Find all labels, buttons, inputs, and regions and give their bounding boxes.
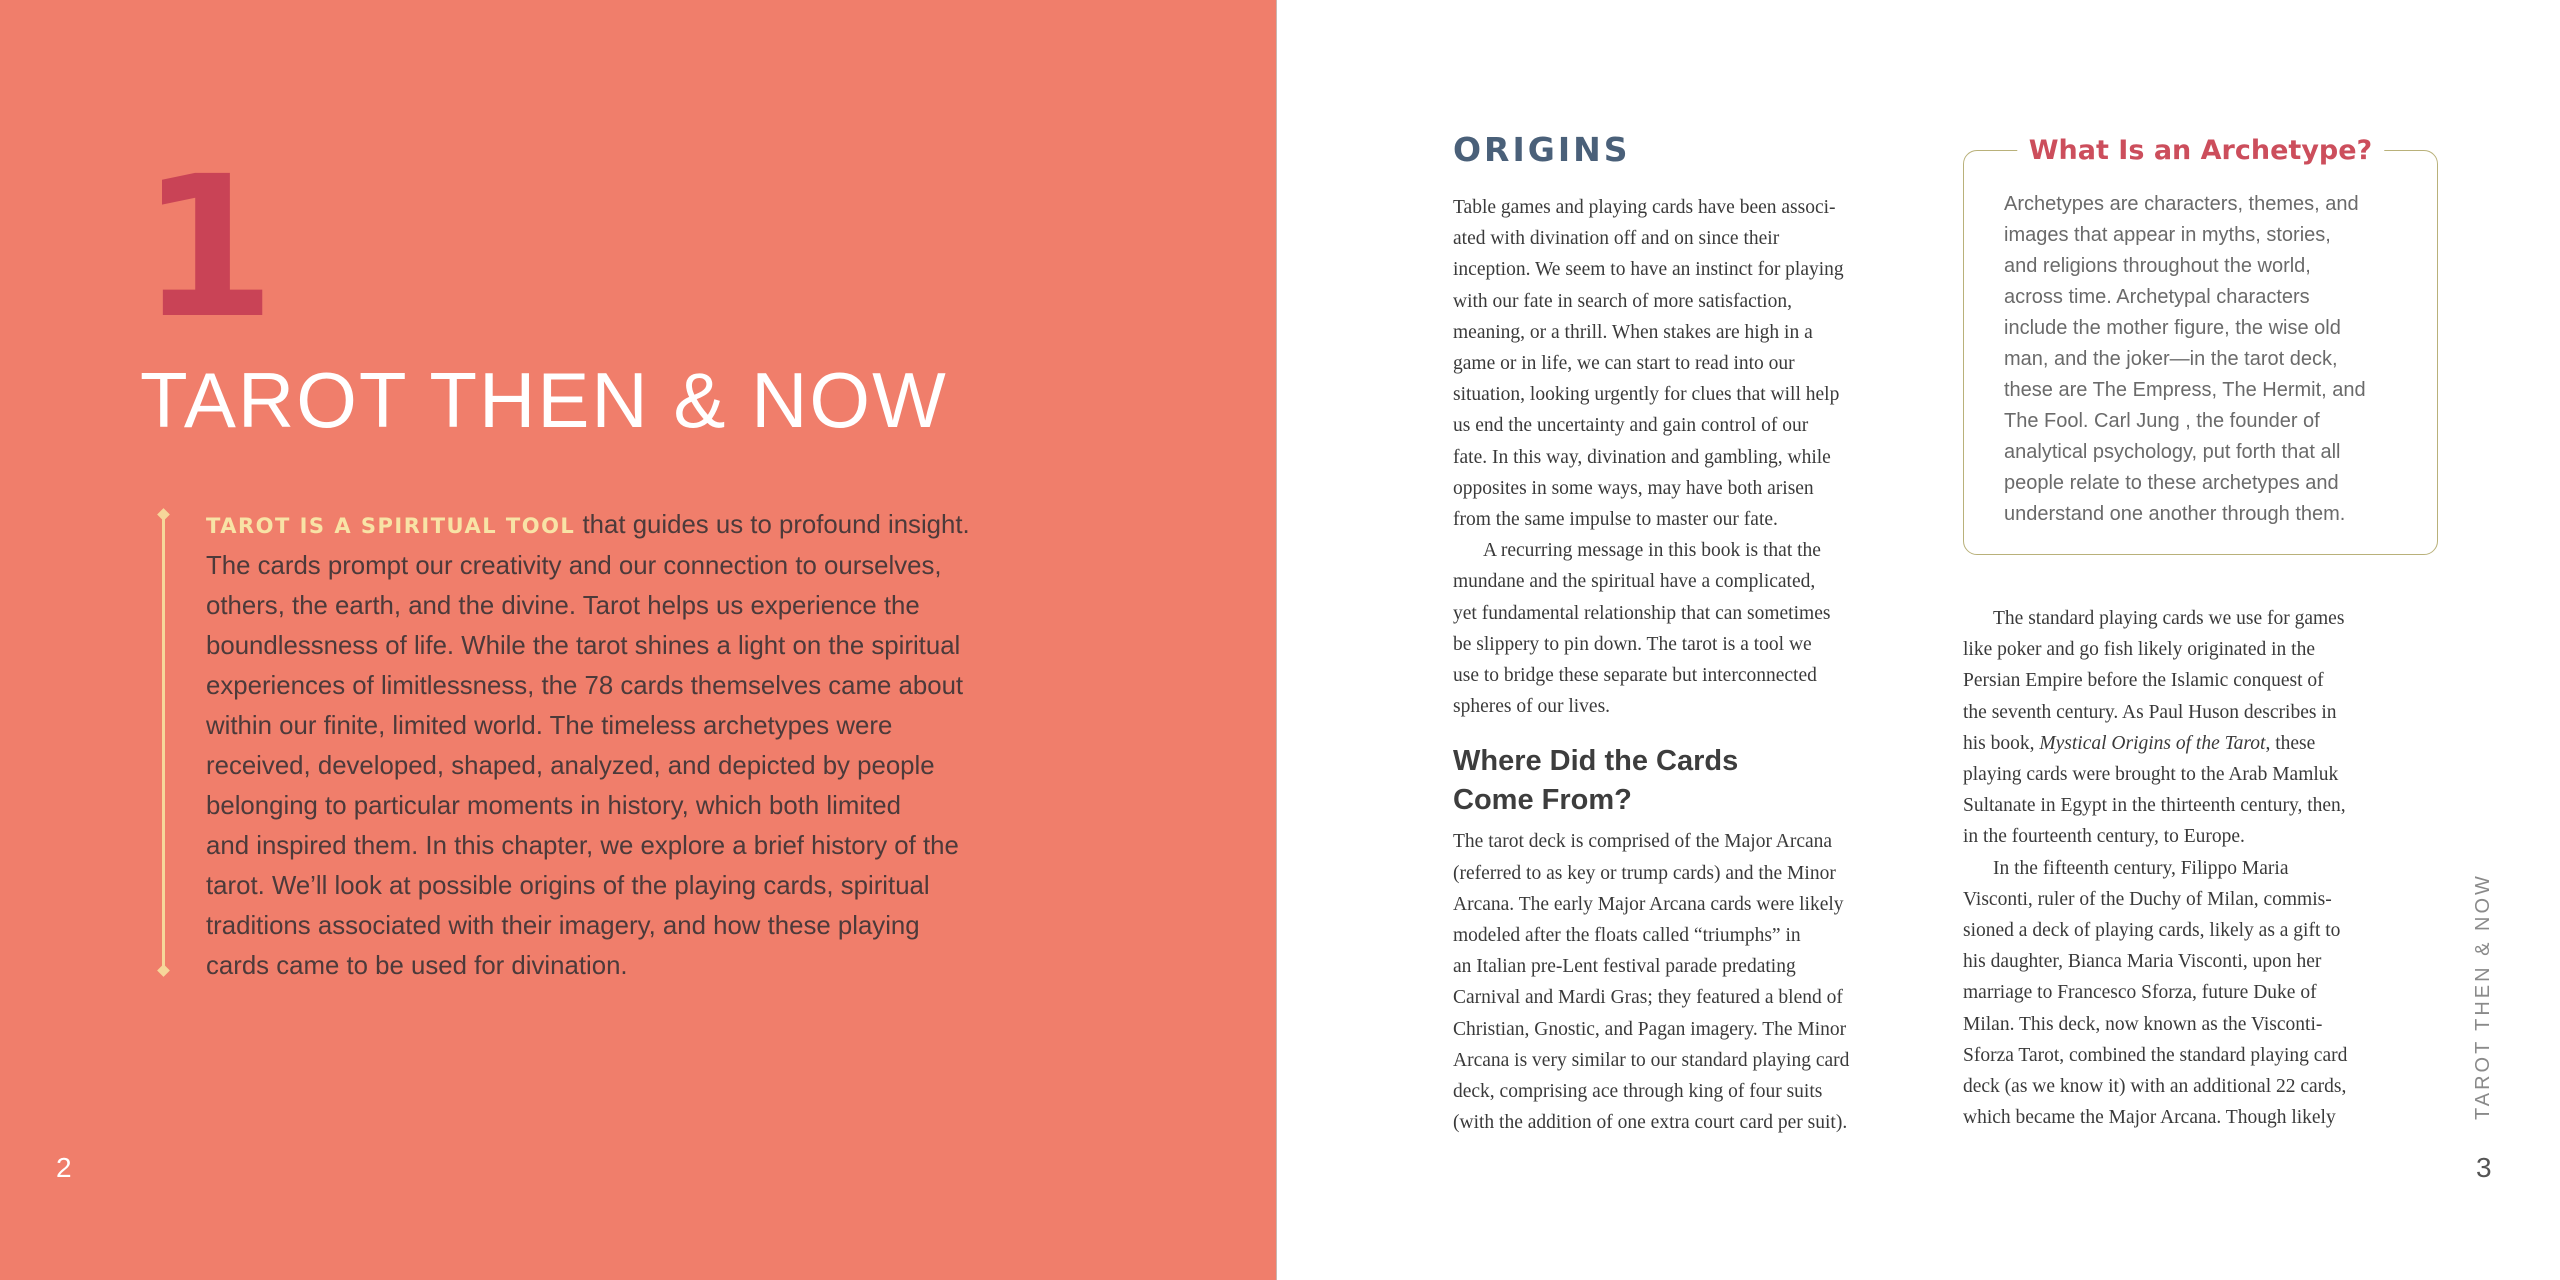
text-line: The Fool. Carl Jung , the founder of [2004,410,2320,432]
paragraph-origins-1 [1453,192,1911,535]
intro-rule [162,516,165,972]
text-line: (referred to as key or trump cards) and the Minor [1453,862,1836,884]
text-line: analytical psychology, put forth that all [2004,441,2341,463]
subheading [1453,742,1813,820]
intro-lead: TAROT IS A SPIRITUAL TOOL [206,514,576,538]
text-line: opposites in some ways, may have both arisen [1453,477,1814,499]
intro-line: The cards prompt our creativity and our connection to ourselves, [206,552,942,580]
intro-line: tarot. We’ll look at possible origins of the playing cards, spiritual [206,872,930,900]
text-line: spheres of our lives. [1453,696,1611,718]
intro-line: that guides us to profound insight. [575,511,970,539]
text-fragment: his book, [1963,732,2040,754]
text-line: deck, comprising ace through king of four suits [1453,1081,1823,1103]
text-line: playing cards were brought to the Arab Mamluk [1963,764,2339,786]
text-line: modeled after the floats called “triumphs” in [1453,925,1801,947]
intro-line: received, developed, shaped, analyzed, and depicted by people [206,752,935,780]
text-line: fate. In this way, divination and gambling, while [1453,446,1831,468]
text-line: with our fate in search of more satisfaction, [1453,290,1792,312]
column-2-text [1963,603,2418,1133]
chapter-number: 1 [140,134,270,361]
intro-line: others, the earth, and the divine. Tarot helps us experience the [206,592,920,620]
text-line: Christian, Gnostic, and Pagan imagery. The Minor [1453,1018,1847,1040]
text-line: deck (as we know it) with an additional 22 cards, [1963,1076,2347,1098]
text-line: inception. We seem to have an instinct for playing [1453,259,1844,281]
page-number-left: 2 [56,1152,72,1183]
text-line: Sultanate in Egypt in the thirteenth century, then, [1963,795,2346,817]
running-head: TAROT THEN & NOW [2472,873,2494,1120]
intro-line: belonging to particular moments in history, which both limited [206,792,901,820]
text-line: from the same impulse to master our fate. [1453,509,1778,531]
text-line: marriage to Francesco Sforza, future Duke of [1963,982,2317,1004]
text-line: Arcana is very similar to our standard playing card [1453,1049,1850,1071]
text-line: Archetypes are characters, themes, and [2004,193,2359,215]
section-title: ORIGINS [1453,130,1631,169]
text-line: Persian Empire before the Islamic conquest of [1963,670,2324,692]
text-line: the seventh century. As Paul Huson describes in [1963,701,2337,723]
text-line: like poker and go fish likely originated in the [1963,639,2315,661]
text-line: in the fourteenth century, to Europe. [1963,826,2245,848]
intro-line: within our finite, limited world. The timeless archetypes were [206,712,893,740]
text-line: In the fifteenth century, Filippo Maria [1993,857,2289,879]
text-line: Arcana. The early Major Arcana cards were likely [1453,893,1844,915]
archetype-sidebar [1963,135,2438,555]
text-line: man, and the joker—in the tarot deck, [2004,348,2338,370]
text-line: understand one another through them. [2004,503,2346,525]
page-number-right: 3 [2476,1152,2492,1183]
intro-line: experiences of limitlessness, the 78 cards themselves came about [206,672,964,700]
sidebar-body [2004,189,2417,530]
text-line: his daughter, Bianca Maria Visconti, upon her [1963,951,2322,973]
sidebar-title: What Is an Archetype? [2017,135,2384,167]
intro-line: traditions associated with their imagery, and how these playing [206,912,920,940]
text-line: which became the Major Arcana. Though likely [1963,1107,2336,1129]
chapter-title: TAROT THEN & NOW [140,356,948,444]
text-line: Carnival and Mardi Gras; they featured a blend of [1453,987,1843,1009]
text-line: mundane and the spiritual have a complicated, [1453,571,1816,593]
text-line: include the mother figure, the wise old [2004,317,2341,339]
text-line: The standard playing cards we use for games [1993,608,2345,629]
intro-line: and inspired them. In this chapter, we explore a brief history of the [206,832,959,860]
intro-line: boundlessness of life. While the tarot shines a light on the spiritual [206,632,961,660]
text-line: an Italian pre-Lent festival parade predating [1453,956,1796,978]
right-column-1 [1453,130,1911,1138]
text-line: be slippery to pin down. The tarot is a tool we [1453,633,1812,655]
text-line: situation, looking urgently for clues that will help [1453,384,1840,406]
text-line [1963,728,2438,759]
left-page [0,0,1276,1280]
right-column-2 [1963,135,2418,1133]
intro-line: cards came to be used for divination. [206,952,628,980]
text-line: ated with divination off and on since their [1453,228,1780,250]
text-line: images that appear in myths, stories, [2004,224,2331,246]
text-line: use to bridge these separate but interconnected [1453,665,1817,687]
bar-bottom-diamond-icon [157,964,170,977]
text-line: sioned a deck of playing cards, likely as a gift to [1963,920,2341,942]
text-line: (with the addition of one extra court card per suit). [1453,1112,1848,1134]
text-line: Sforza Tarot, combined the standard playing card [1963,1044,2348,1066]
chapter-intro [206,505,1006,986]
text-line: these are The Empress, The Hermit, and [2004,379,2366,401]
text-fragment: , these [2265,732,2316,754]
text-line: game or in life, we can start to read into our [1453,353,1795,375]
text-line: The tarot deck is comprised of the Major Arcana [1453,831,1833,853]
subheading-line: Come From? [1453,784,1632,817]
text-line: Milan. This deck, now known as the Visconti- [1963,1013,2323,1035]
text-line: meaning, or a thrill. When stakes are high in a [1453,321,1813,343]
text-line: across time. Archetypal characters [2004,286,2310,308]
paragraph-origins-2 [1453,535,1911,722]
paragraph-visconti [1963,853,2438,1134]
text-line: us end the uncertainty and gain control of our [1453,415,1809,437]
paragraph-cards-origin [1453,826,1911,1138]
text-line: people relate to these archetypes and [2004,472,2339,494]
text-line: A recurring message in this book is that the [1483,540,1821,562]
text-line: Table games and playing cards have been associ- [1453,197,1836,218]
text-line: and religions throughout the world, [2004,255,2311,277]
paragraph-playing-cards [1963,603,2438,853]
text-line: yet fundamental relationship that can sometimes [1453,602,1831,624]
text-line: Visconti, ruler of the Duchy of Milan, commis- [1963,888,2332,910]
subheading-line: Where Did the Cards [1453,745,1739,778]
book-title: Mystical Origins of the Tarot [2039,732,2266,754]
